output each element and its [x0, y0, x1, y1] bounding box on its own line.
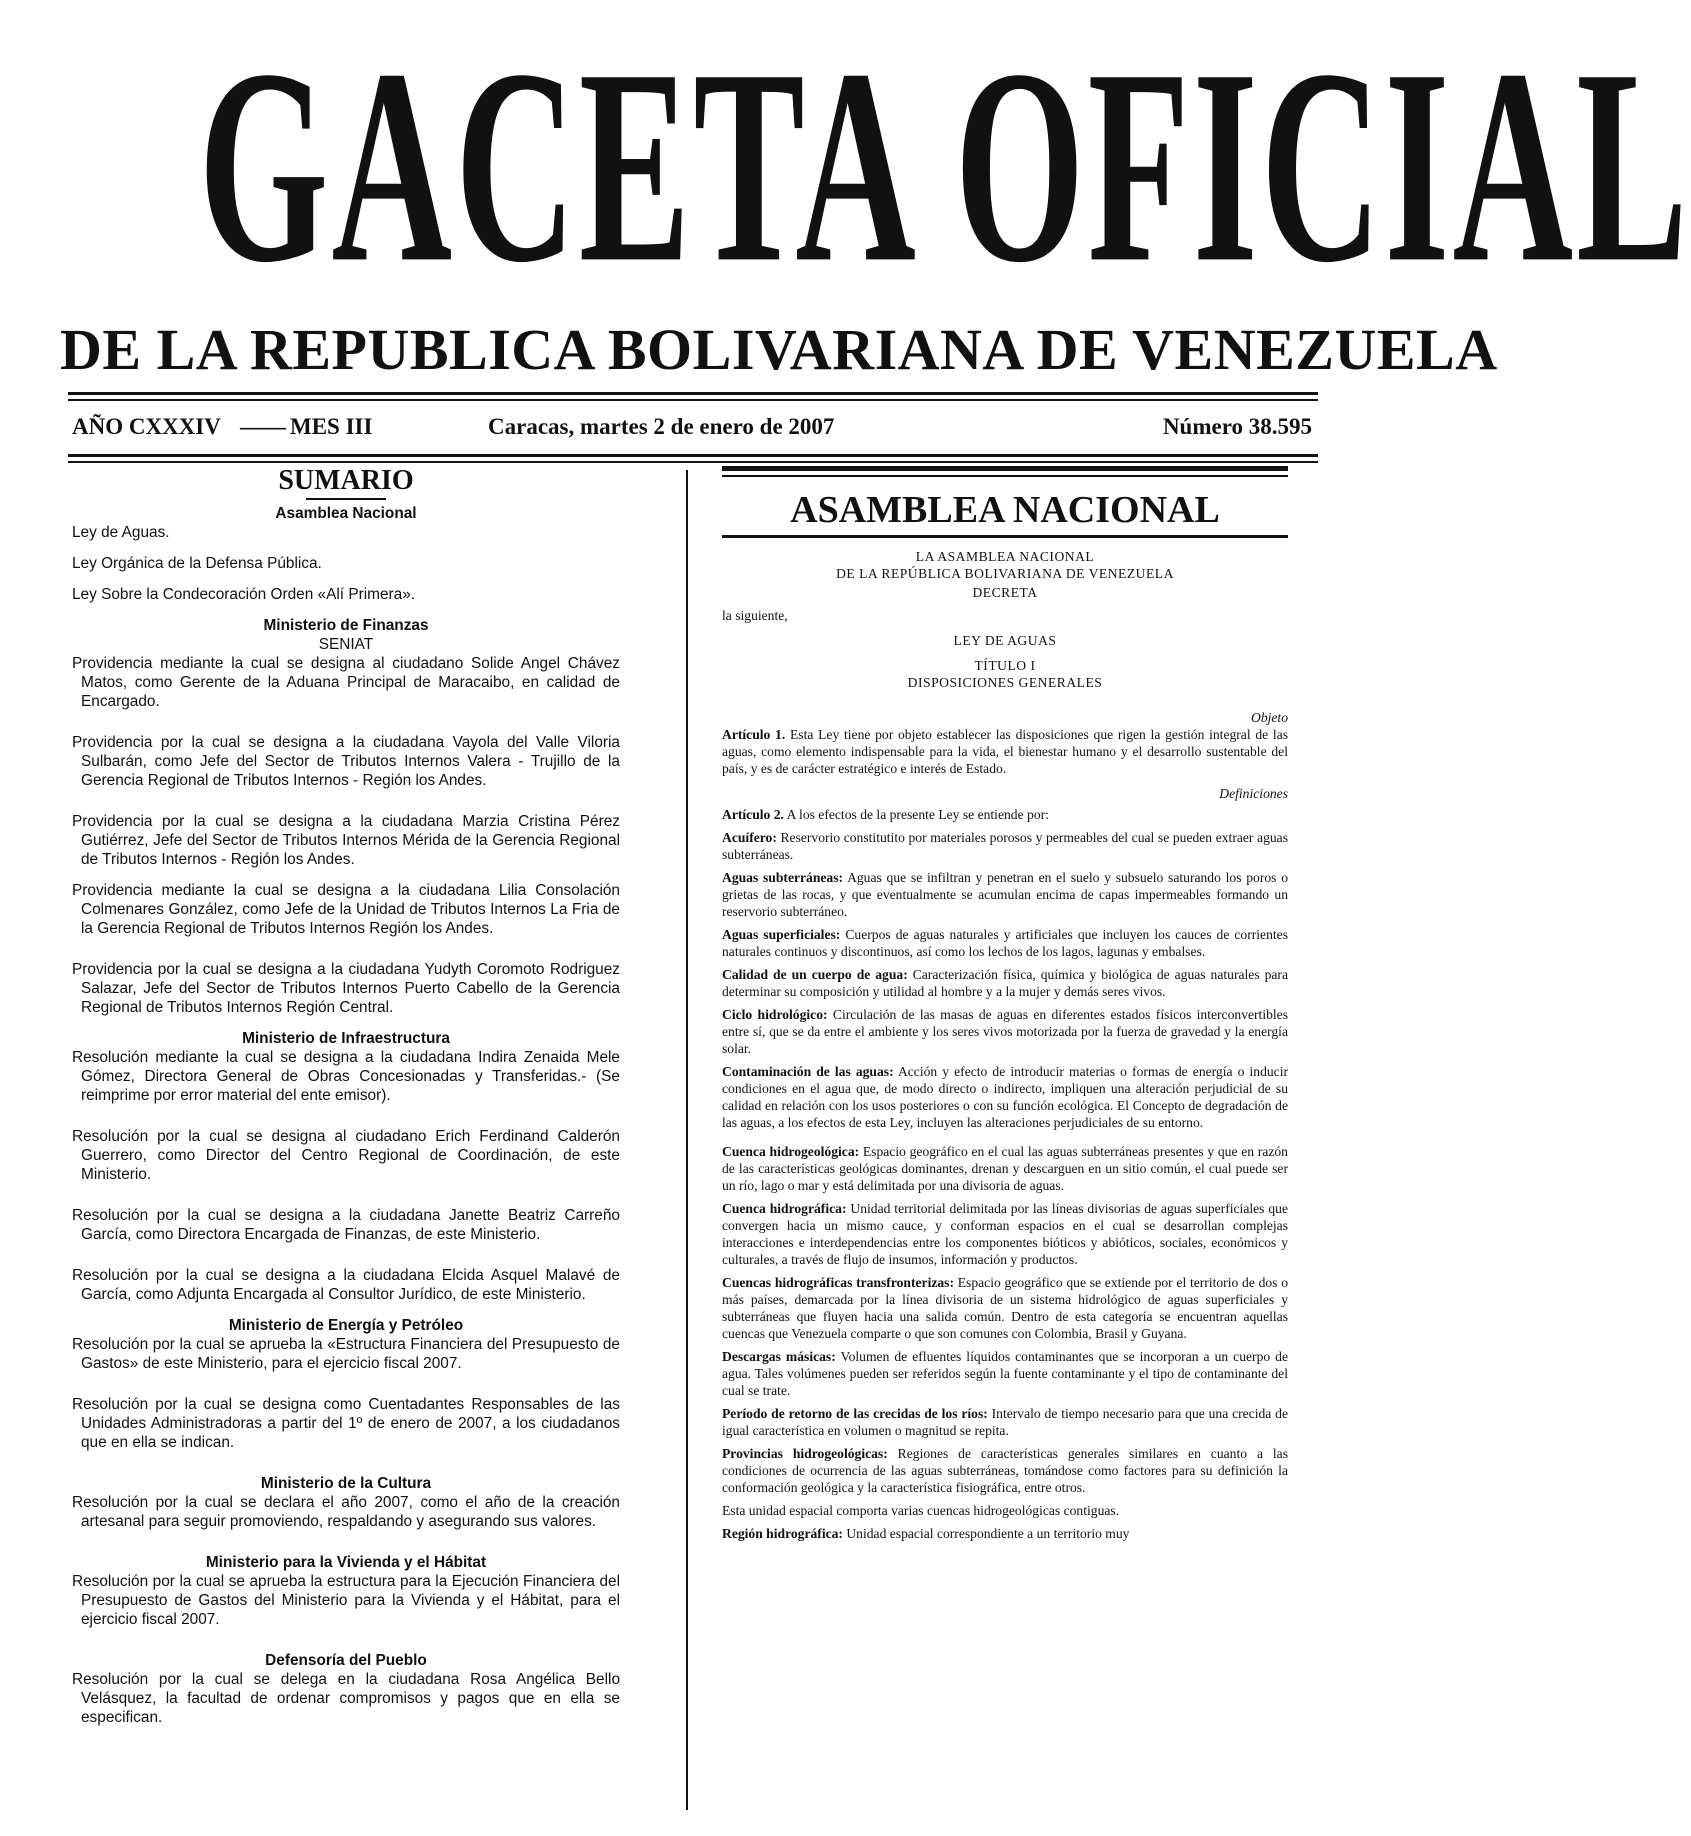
intro-line: la siguiente,	[722, 608, 788, 623]
definition-term: Aguas subterráneas:	[722, 870, 844, 885]
section-subheading: SENIAT	[318, 636, 374, 653]
issue-dash: ——	[240, 414, 286, 439]
sumario-entry: Resolución mediante la cual se designa a la ciudadana Indira Zenaida Mele Gómez, Directora General de Obras Concesionadas y Transferidas.- (Se reimprime por error material del ente emisor).	[72, 1049, 620, 1104]
definition-text: Esta unidad espacial comporta varias cuencas hidrogeológicas contiguas.	[722, 1503, 1120, 1518]
article-2-head: Artículo 2.	[722, 807, 784, 822]
definition-term: Cuenca hidrogeológica:	[722, 1144, 860, 1159]
definition	[722, 1274, 1288, 1342]
definition-note	[722, 1502, 1288, 1519]
section-rule-top-thin	[722, 475, 1288, 477]
definition	[722, 966, 1288, 1000]
sumario-entry: Resolución por la cual se designa como Cuentadantes Responsables de las Unidades Administradoras a partir del 1º de enero de 2007, a los ciudadanos que en ella se indican.	[72, 1396, 620, 1451]
titulo-number: TÍTULO I	[974, 658, 1036, 673]
definition-term: Aguas superficiales:	[722, 927, 841, 942]
definition-text: Aguas que se infiltran y penetran en el suelo y subsuelo saturando los poros o grietas de las rocas, y que eventualmente se acumulan encima de capas impermeables formando un reservorio subterráneo.	[722, 870, 1288, 919]
definition-term: Período de retorno de las crecidas de los ríos:	[722, 1406, 988, 1421]
issuer-line-1: LA ASAMBLEA NACIONAL	[915, 549, 1095, 564]
sumario-entry: Resolución por la cual se aprueba la estructura para la Ejecución Financiera del Presupuesto de Gastos del Ministerio para la Vivienda y el Hábitat, para el ejercicio fiscal 2007.	[72, 1573, 620, 1628]
section-heading: Ministerio de Energía y Petróleo	[228, 1317, 464, 1334]
sumario-entry: Providencia por la cual se designa a la ciudadana Vayola del Valle Viloria Sulbarán, como Jefe del Sector de Tributos Internos Valera - Trujillo de la Gerencia Regional de Tributos Internos - Región los Andes.	[72, 734, 620, 789]
issue-info-bar	[72, 414, 1312, 448]
sumario-entry: Ley Sobre la Condecoración Orden «Alí Primera».	[72, 586, 416, 603]
sumario-entry: Resolución por la cual se designa a la ciudadana Elcida Asquel Malavé de García, como Adjunta Encargada al Consultor Jurídico, de este Ministerio.	[72, 1267, 620, 1303]
sumario-title: SUMARIO	[278, 465, 414, 496]
article-1-text: Esta Ley tiene por objeto establecer las disposiciones que rigen la gestión integral de las aguas, como elemento indispensable para la vida, el bienestar humano y el desarrollo sustentable del país, y es de carácter estratégico e interés de Estado.	[722, 727, 1288, 776]
definition-text: Acción y efecto de introducir materias o formas de energía o inducir condiciones en el agua que, de modo directo o indirecto, impliquen una alteración perjudicial de su calidad en relación con los usos posteriores o con su función ecológica. El Concepto de degradación de las aguas, a los efectos de esta Ley, incluyen las alteraciones perjudiciales de su entorno.	[722, 1064, 1288, 1130]
sumario-entry: Providencia mediante la cual se designa a la ciudadana Lilia Consolación Colmenares González, como Jefe de la Unidad de Tributos Internos La Fria de la Gerencia Regional de Tributos Internos Región los Andes.	[72, 882, 620, 937]
article-2-text: A los efectos de la presente Ley se entiende por:	[786, 807, 1049, 822]
definition-text: Volumen de efluentes líquidos contaminantes que se incorporan a un cuerpo de agua. Tales volúmenes pueden ser referidos según la fuente contaminante y el tipo de contaminante del cual se trate.	[722, 1349, 1289, 1398]
definition	[722, 1348, 1288, 1399]
sumario-entry: Ley Orgánica de la Defensa Pública.	[72, 555, 322, 572]
sumario-entry: Providencia por la cual se designa a la ciudadana Marzia Cristina Pérez Gutiérrez, Jefe del Sector de Tributos Internos Mérida de la Gerencia Regional de Tributos Internos - Región los Andes.	[72, 813, 620, 868]
sumario-entry: Providencia por la cual se designa a la ciudadana Yudyth Coromoto Rodriguez Salazar, Jefe del Sector de Tributos Internos Puerto Cabello de la Gerencia Regional de Tributos Internos Región Central.	[72, 961, 620, 1016]
sumario-entry: Resolución por la cual se designa a la ciudadana Janette Beatriz Carreño García, como Directora Encargada de Finanzas, de este Ministerio.	[72, 1207, 620, 1243]
definition	[722, 1525, 1288, 1542]
definition-text: Intervalo de tiempo necesario para que una crecida de igual característica en volumen o magnitud se repita.	[722, 1406, 1288, 1438]
definition-term: Calidad de un cuerpo de agua:	[722, 967, 908, 982]
definition-term: Contaminación de las aguas:	[722, 1064, 894, 1079]
definition	[722, 1143, 1288, 1194]
definition-term: Provincias hidrogeológicas:	[722, 1446, 888, 1461]
definition-text: Regiones de características generales similares en cuanto a las condiciones de ocurrencia de las aguas subterráneas, tomándose como factores para su definición la conformación geológica y la característica fisiográfica, entre otros.	[722, 1446, 1288, 1495]
decreta-line: DECRETA	[972, 585, 1038, 600]
definition-term: Descargas másicas:	[722, 1349, 836, 1364]
header-rule-top	[68, 392, 1318, 401]
titulo-name: DISPOSICIONES GENERALES	[907, 675, 1103, 690]
section-heading: Defensoría del Pueblo	[265, 1652, 427, 1669]
law-column	[722, 466, 1288, 1542]
section-heading: Ministerio de Infraestructura	[242, 1030, 450, 1047]
definition-term: Ciclo hidrológico:	[722, 1007, 828, 1022]
definition	[722, 1006, 1288, 1057]
issuer-line-2: DE LA REPÚBLICA BOLIVARIANA DE VENEZUELA	[836, 566, 1174, 581]
section-heading: Ministerio de la Cultura	[260, 1475, 432, 1492]
sumario-entry: Resolución por la cual se delega en la ciudadana Rosa Angélica Bello Velásquez, la facultad de ordenar compromisos y pagos que en ella se especifican.	[72, 1671, 620, 1726]
definition-term: Región hidrográfica:	[722, 1526, 843, 1541]
sumario-entry: Resolución por la cual se declara el año 2007, como el año de la creación artesanal para seguir promoviendo, respaldando y asegurando sus valores.	[72, 1494, 620, 1530]
sumario-column	[72, 466, 620, 1727]
section-rule-top	[722, 466, 1288, 471]
definition-text: Cuerpos de aguas naturales y artificiales que incluyen los cauces de corrientes naturales continuos y discontinuos, así como los lechos de los lagos, lagunas y embalses.	[722, 927, 1288, 959]
sumario-entry: Resolución por la cual se designa al ciudadano Erich Ferdinand Calderón Guerrero, como Director del Centro Regional de Coordinación, de este Ministerio.	[72, 1128, 620, 1183]
column-separator	[686, 470, 688, 1810]
header-rule-bottom	[68, 454, 1318, 463]
sumario-entry: Ley de Aguas.	[72, 524, 170, 541]
objeto-label: Objeto	[1251, 710, 1288, 725]
sumario-entry: Resolución por la cual se aprueba la «Estructura Financiera del Presupuesto de Gastos» de este Ministerio, para el ejercicio fiscal 2007.	[72, 1336, 620, 1372]
masthead	[60, 12, 1691, 382]
gazette-title: GACETA OFICIAL	[198, 12, 1691, 321]
sumario-entry: Providencia mediante la cual se designa al ciudadano Solide Angel Chávez Matos, como Gerente de la Aduana Principal de Maracaibo, en calidad de Encargado.	[72, 655, 620, 710]
sumario-underline	[306, 498, 386, 500]
definition	[722, 926, 1288, 960]
definition-text: Reservorio constitutito por materiales porosos y permeables del cual se pueden extraer aguas subterráneas.	[722, 830, 1288, 862]
article-1-head: Artículo 1.	[722, 727, 786, 742]
definition	[722, 869, 1288, 920]
definition	[722, 829, 1288, 863]
section-title: ASAMBLEA NACIONAL	[790, 489, 1220, 531]
definition	[722, 1200, 1288, 1268]
definition-text: Espacio geográfico en el cual las aguas subterráneas presentes y que en razón de las características geológicas dominantes, drenan y descarguen en un sitio común, el cual puede ser un río, lago o mar y está delimitada por una divisoria de aguas.	[722, 1144, 1288, 1193]
definition-text: Unidad espacial correspondiente a un territorio muy	[846, 1526, 1130, 1541]
definition-text: Caracterización física, química y biológica de aguas naturales para determinar su composición y utilidad al hombre y a la mujer y demás seres vivos.	[722, 967, 1288, 999]
section-rule-bottom	[722, 535, 1288, 538]
definition-text: Espacio geográfico que se extiende por el territorio de dos o más países, demarcada por la línea divisoria de un sistema hidrológico de aguas superficiales y subterráneas que fluyen hacia una salida común. Dentro de esta categoría se encuentran aquellas cuencas que Venezuela comparte o que son comunes con Colombia, Brasil y Guyana.	[722, 1275, 1289, 1341]
issue-month: MES III	[290, 414, 373, 439]
article-1	[722, 726, 1288, 777]
definition-text: Unidad territorial delimitada por las líneas divisorias de aguas superficiales que convergen hacia un mismo cauce, y conforman espacios en el cual se desarrollan complejas interacciones e interdependencias entre los componentes bióticos y abióticos, sociales, económicos y culturales, a través de flujo de insumos, información y productos.	[722, 1201, 1288, 1267]
section-heading: Asamblea Nacional	[275, 505, 417, 522]
issue-year: AÑO CXXXIV	[72, 414, 221, 439]
issue-date: Caracas, martes 2 de enero de 2007	[488, 414, 835, 439]
article-2	[722, 806, 1288, 823]
law-title: LEY DE AGUAS	[953, 633, 1057, 648]
definition-text: Circulación de las masas de aguas en diferentes estados físicos interconvertibles entre sí, que se da entre el ambiente y los seres vivos motorizada por la fuerza de gravedad y la energía solar.	[722, 1007, 1288, 1056]
issue-number: Número 38.595	[1162, 414, 1312, 439]
definiciones-label: Definiciones	[1219, 786, 1288, 801]
section-heading: Ministerio de Finanzas	[263, 617, 429, 634]
definition-term: Acuífero:	[722, 830, 777, 845]
definition	[722, 1445, 1288, 1496]
gazette-subtitle: DE LA REPUBLICA BOLIVARIANA DE VENEZUELA	[60, 317, 1498, 382]
section-heading: Ministerio para la Vivienda y el Hábitat	[205, 1554, 487, 1571]
definition-term: Cuencas hidrográficas transfronterizas:	[722, 1275, 954, 1290]
definition	[722, 1405, 1288, 1439]
definition-term: Cuenca hidrográfica:	[722, 1201, 847, 1216]
definition	[722, 1063, 1288, 1131]
